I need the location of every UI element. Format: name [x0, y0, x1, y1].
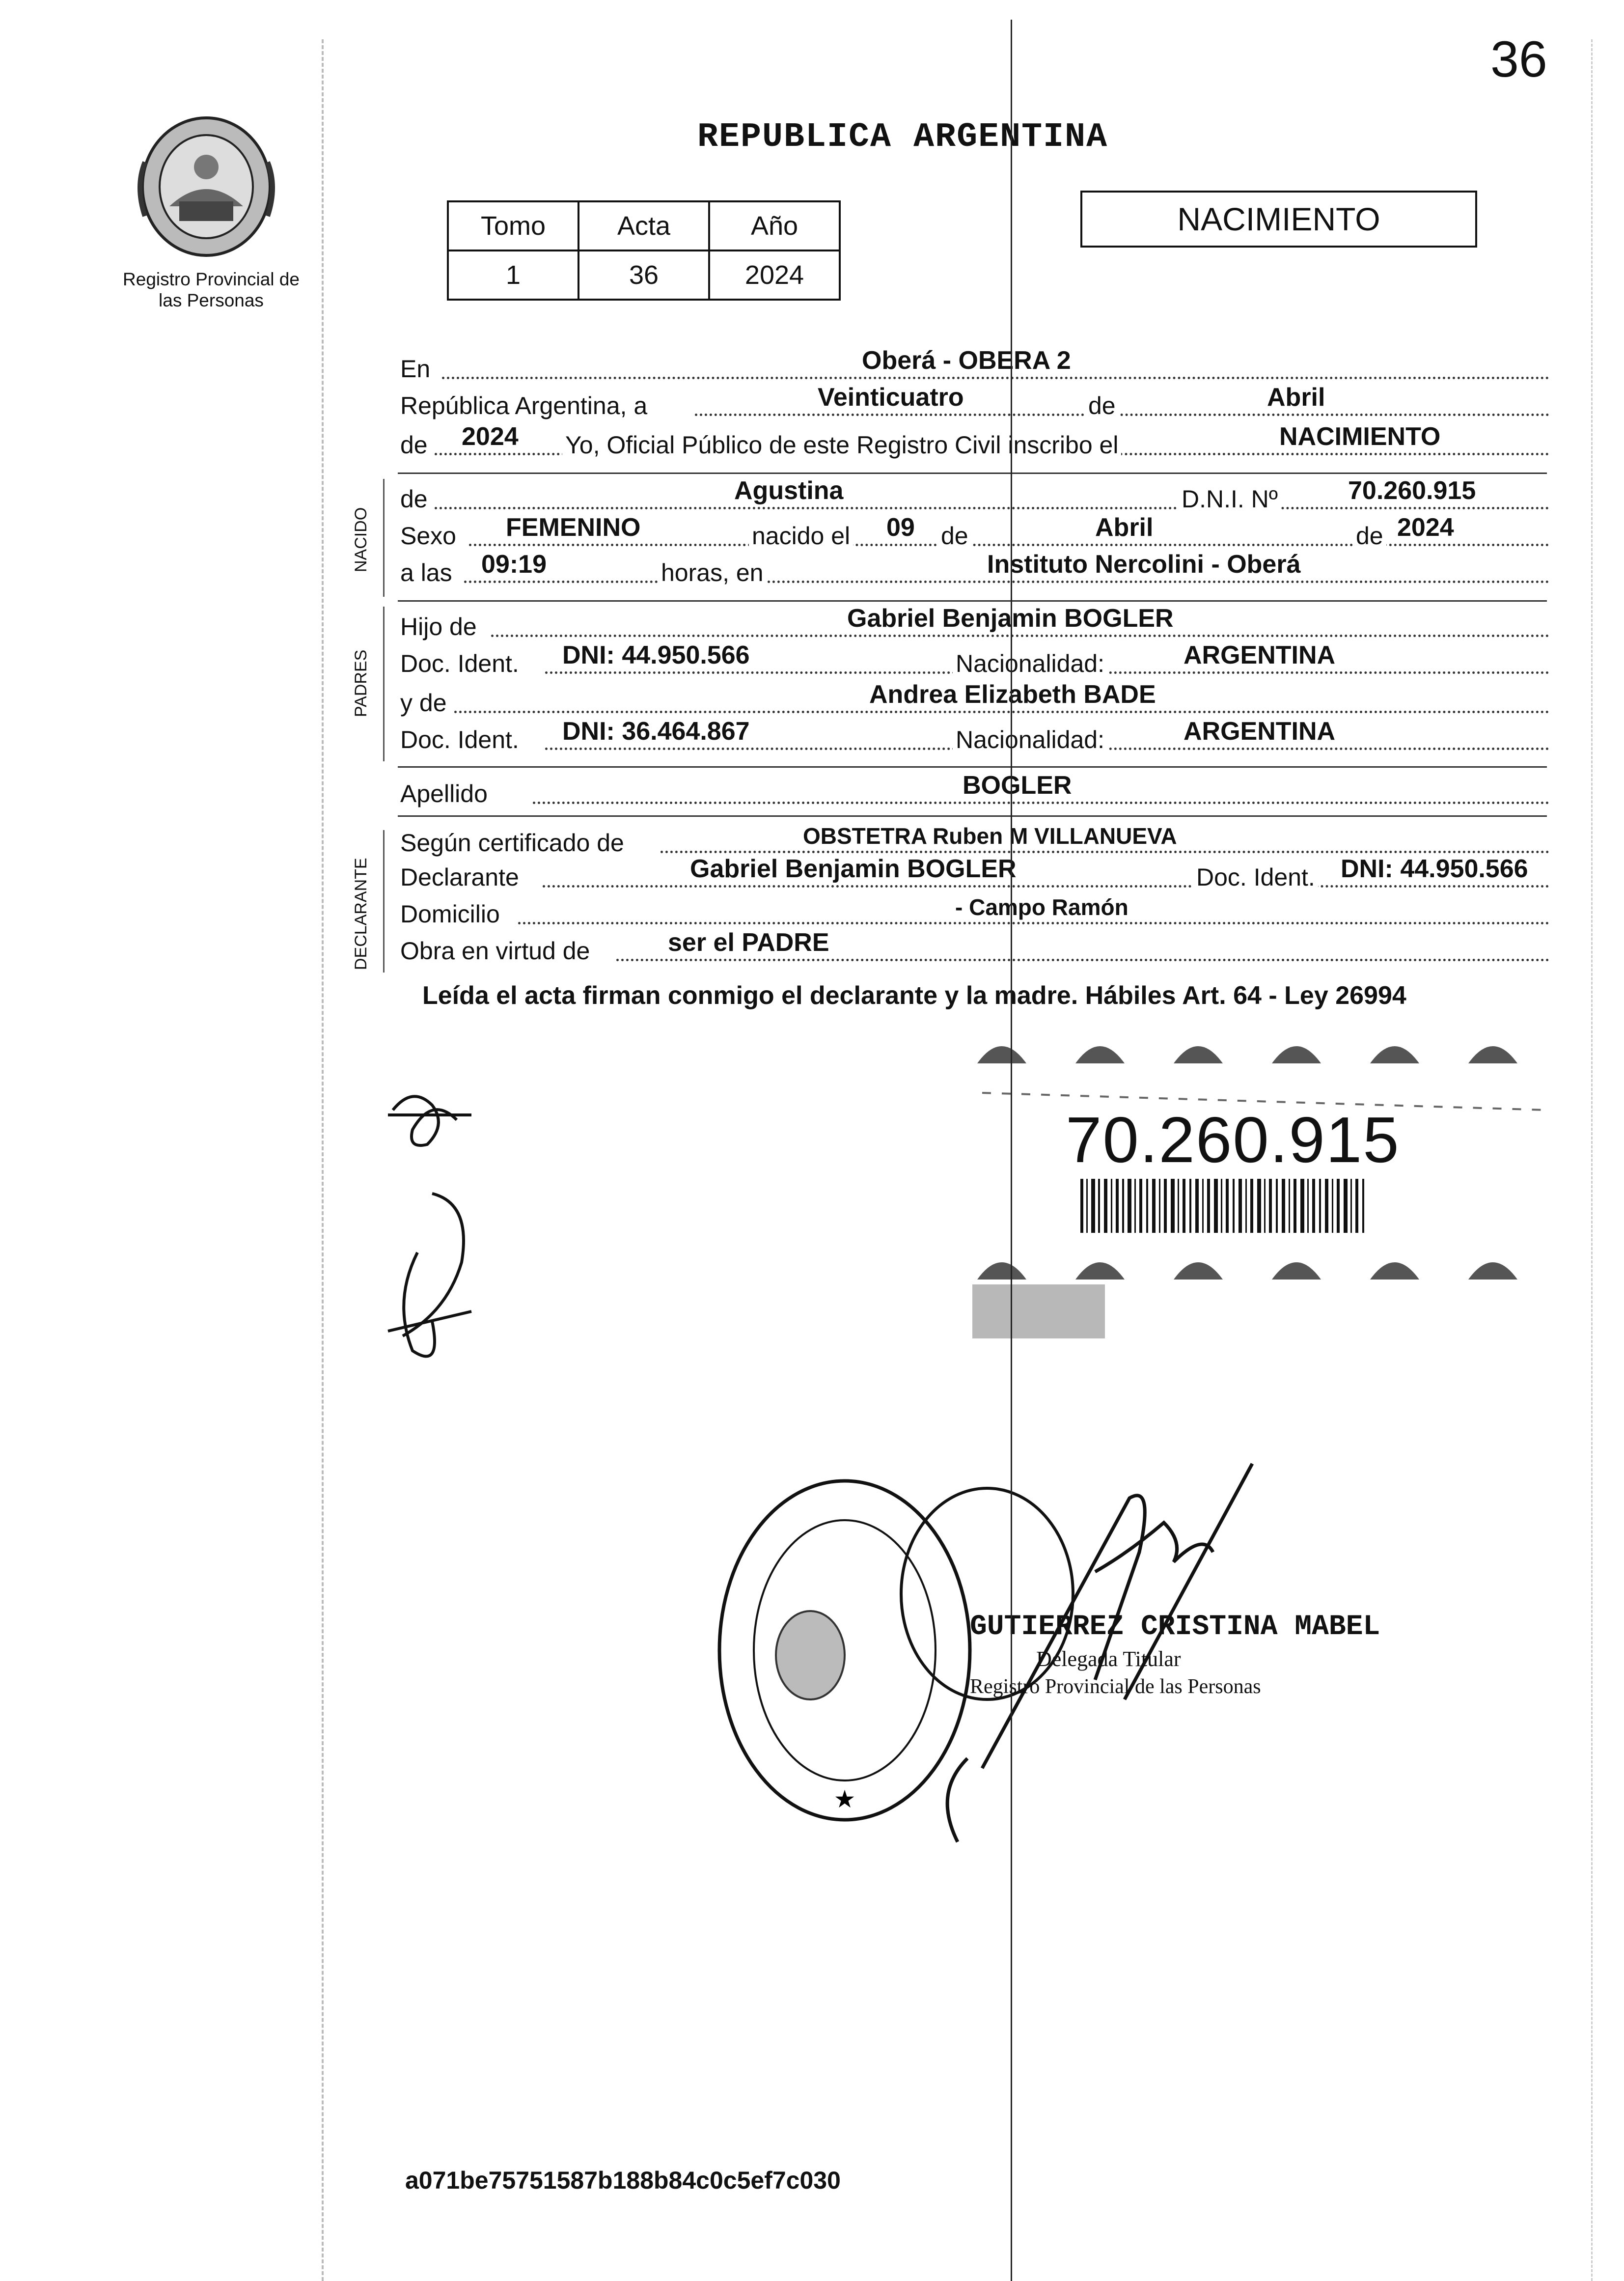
- row-domicilio: [400, 894, 1549, 928]
- divider: [398, 815, 1547, 817]
- field-label: y de: [400, 689, 447, 717]
- section-label-declarante: DECLARANTE: [352, 858, 370, 970]
- row-nombre: [400, 476, 1549, 513]
- left-margin-line: [322, 39, 324, 2281]
- table-cell: 2024: [709, 250, 840, 300]
- field-label: de: [400, 485, 428, 513]
- field-value: Gabriel Benjamin BOGLER: [690, 855, 1017, 883]
- section-bar: [383, 479, 385, 597]
- section-bar: [383, 607, 385, 761]
- svg-text:★: ★: [833, 1785, 856, 1813]
- row-madre: [400, 680, 1549, 717]
- table-header: Acta: [578, 201, 709, 250]
- field-label: Nacionalidad:: [953, 725, 1107, 754]
- divider: [398, 473, 1547, 474]
- document-title: REPUBLICA ARGENTINA: [697, 118, 1108, 157]
- field-value: 09: [886, 513, 915, 542]
- closing-text: Leída el acta firman conmigo el declarante y la madre. Hábiles Art. 64 - Ley 26994: [422, 981, 1406, 1010]
- row-certificado: [400, 823, 1549, 857]
- table-header: Año: [709, 201, 840, 250]
- field-value: DNI: 36.464.867: [562, 717, 750, 746]
- field-label: Doc. Ident.: [1193, 863, 1318, 891]
- table-header: Tomo: [448, 201, 578, 250]
- row-obra: [400, 928, 1549, 965]
- dni-sticker-number: 70.260.915: [1066, 1104, 1400, 1176]
- row-fecha: [400, 383, 1549, 420]
- act-type-box: NACIMIENTO: [1080, 191, 1477, 248]
- misiones-emblem-icon: [125, 113, 287, 260]
- tomo-acta-anio-table: [447, 200, 841, 301]
- row-en: [400, 346, 1549, 383]
- field-value: Abril: [1267, 383, 1325, 412]
- field-value: 2024: [462, 422, 519, 451]
- field-value: Oberá - OBERA 2: [862, 346, 1071, 375]
- field-label: Obra en virtud de: [400, 937, 590, 965]
- field-value: OBSTETRA Ruben M VILLANUEVA: [803, 823, 1177, 849]
- registry-label: Registro Provincial de las Personas: [123, 269, 300, 310]
- field-value: NACIMIENTO: [1279, 422, 1441, 451]
- page-number: 36: [1490, 31, 1547, 88]
- field-label: Nacionalidad:: [953, 649, 1107, 678]
- divider: [398, 766, 1547, 768]
- field-value: Gabriel Benjamin BOGLER: [847, 604, 1174, 633]
- field-label: Doc. Ident.: [400, 726, 519, 753]
- field-value: - Campo Ramón: [955, 894, 1129, 920]
- section-label-padres: PADRES: [352, 649, 370, 717]
- field-label: a las: [400, 559, 452, 586]
- field-label: República Argentina, a: [400, 392, 648, 419]
- field-label: de: [1353, 522, 1386, 550]
- field-value: Veinticuatro: [818, 383, 964, 412]
- row-padre: [400, 604, 1549, 641]
- field-label: de: [400, 431, 428, 459]
- field-label: horas, en: [658, 558, 766, 587]
- field-label: Hijo de: [400, 613, 477, 640]
- field-value: Andrea Elizabeth BADE: [869, 680, 1156, 709]
- field-label: nacido el: [749, 522, 853, 550]
- field-value: ARGENTINA: [1184, 717, 1336, 746]
- field-value: DNI: 44.950.566: [1341, 855, 1528, 883]
- signature-icon: [373, 1056, 511, 1380]
- field-value: ARGENTINA: [1184, 641, 1336, 669]
- field-label: D.N.I. Nº: [1179, 485, 1281, 513]
- field-label: Yo, Oficial Público de este Registro Civil inscribo el: [562, 431, 1121, 459]
- official-name: GUTIERREZ CRISTINA MABEL: [970, 1611, 1380, 1643]
- field-value: ser el PADRE: [668, 928, 829, 957]
- fold-line: [1011, 20, 1012, 2281]
- field-label: Doc. Ident.: [400, 650, 519, 677]
- field-value: Agustina: [734, 476, 844, 505]
- row-doc-madre: [400, 717, 1549, 754]
- table-cell: 1: [448, 250, 578, 300]
- field-value: BOGLER: [963, 771, 1072, 800]
- row-hora: [400, 550, 1549, 587]
- field-value: 70.260.915: [1348, 476, 1476, 505]
- table-cell: 36: [578, 250, 709, 300]
- row-apellido: [400, 771, 1549, 808]
- field-value: DNI: 44.950.566: [562, 641, 750, 669]
- right-margin-line: [1591, 39, 1593, 2281]
- row-doc-padre: [400, 641, 1549, 678]
- divider: [398, 600, 1547, 602]
- field-label: Domicilio: [400, 900, 500, 928]
- field-value: Instituto Nercolini - Oberá: [987, 550, 1301, 579]
- field-value: 2024: [1397, 513, 1454, 542]
- field-label: Apellido: [400, 780, 488, 807]
- dni-sticker-pattern-icon: [972, 1024, 1557, 1338]
- verification-code: a071be75751587b188b84c0c5ef7c030: [405, 2167, 841, 2194]
- row-inscribo: [400, 422, 1549, 459]
- field-value: Abril: [1095, 513, 1154, 542]
- row-declarante: [400, 855, 1549, 891]
- field-label: Sexo: [400, 522, 456, 550]
- field-label: En: [400, 355, 431, 383]
- field-value: 09:19: [481, 550, 547, 579]
- field-label: de: [1085, 391, 1119, 420]
- official-office: Registro Provincial de las Personas: [970, 1675, 1261, 1698]
- section-label-nacido: NACIDO: [352, 507, 370, 572]
- field-value: FEMENINO: [506, 513, 641, 542]
- field-label: Según certificado de: [400, 829, 624, 857]
- official-role: Delegada Titular: [1036, 1647, 1181, 1671]
- row-sexo: [400, 513, 1549, 550]
- field-label: de: [938, 522, 971, 550]
- section-bar: [383, 830, 385, 973]
- field-label: Declarante: [400, 863, 519, 891]
